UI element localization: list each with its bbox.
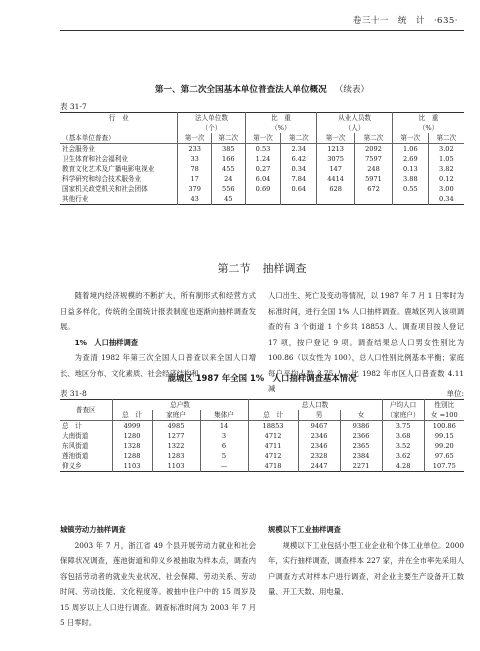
table2-header-male: 男 <box>298 410 340 421</box>
paragraph: 为查清 1982 年第三次全国人口普查以来全国人口增长、地区分布、文化素质、社会经济结构和 <box>60 353 256 378</box>
table2-cell: 9386 <box>340 421 382 432</box>
table2-cell: 6 <box>200 441 248 451</box>
table2-header-collective: 集体户 <box>200 410 248 421</box>
table1-cell: 3.00 <box>439 185 454 193</box>
table1-cell: 1.24 <box>245 154 281 164</box>
table1-header-first: 第一次 <box>178 133 212 144</box>
table-row <box>60 184 464 194</box>
table1-label: 表 31-7 <box>60 102 87 111</box>
table2-cell: 1322 <box>152 441 200 451</box>
table2-cell: 100.86 <box>432 422 456 430</box>
table1-cell <box>355 194 393 205</box>
table1-cell: 147 <box>317 164 355 174</box>
table1-cell: 0.55 <box>392 184 428 194</box>
table1-cell: 24 <box>211 174 245 184</box>
table1-cell: 556 <box>211 184 245 194</box>
subsection-heading: 规模以下工业抽样调查 <box>268 525 341 534</box>
section-title: 抽样调查 <box>262 262 307 275</box>
table1-cell <box>392 194 428 205</box>
subsection-heading: 城镇劳动力抽样调查 <box>60 525 126 534</box>
table2-cell: 2271 <box>340 461 382 472</box>
table2-cell: 1288 <box>112 451 152 461</box>
table2 <box>60 399 464 472</box>
bottom-left-column <box>60 522 256 631</box>
table1-cell: 33 <box>178 154 212 164</box>
table2-unit: 单位: <box>446 389 464 398</box>
table2-cell: 4711 <box>248 441 298 451</box>
table2-cell: 3.75 <box>382 421 424 432</box>
table2-cell: 2346 <box>298 431 340 441</box>
table2-header-households: 总户数 <box>112 400 248 411</box>
table2-header-total: 总 计 <box>112 410 152 421</box>
table1-cell: 45 <box>211 194 245 205</box>
table2-cell: 3.52 <box>382 441 424 451</box>
table2-cell: 99.20 <box>434 442 454 450</box>
table1-header-employees: 从业人员数 <box>317 113 393 124</box>
table1-cell: 2092 <box>355 144 393 155</box>
table2-cell: 1103 <box>152 461 200 472</box>
table1-cell <box>245 194 281 205</box>
table1-row-label: 社会服务业 <box>60 144 178 155</box>
table1-header-share2-unit: （%） <box>418 124 439 132</box>
table2-row-label: 仰义乡 <box>60 461 112 472</box>
table2-row-label: 大南街道 <box>60 431 112 441</box>
table2-header-area: 普查区 <box>60 400 112 421</box>
table2-header-ratio: 性别比 <box>434 401 455 409</box>
table2-cell: 4985 <box>152 421 200 432</box>
table1-cell: 6.04 <box>245 174 281 184</box>
table1-row-label: 教育文化艺术及广播电影电视业 <box>60 164 178 174</box>
table2-cell: 97.65 <box>434 452 454 460</box>
left-column <box>60 288 256 381</box>
table1-cell: 628 <box>317 184 355 194</box>
section-heading <box>60 260 464 276</box>
table2-title: 鹿城区 1987 年全国 1% 人口抽样调查基本情况 <box>167 373 357 383</box>
table1-cell <box>281 194 317 205</box>
table1-header-second: 第二次 <box>211 133 245 144</box>
table1-header-first: 第一次 <box>245 133 281 144</box>
table1-cell: 166 <box>211 154 245 164</box>
table-row <box>60 154 464 164</box>
table2-header-avg: 户均人口 <box>382 400 424 411</box>
table2-cell: 4712 <box>248 431 298 441</box>
table1-cell: 3075 <box>317 154 355 164</box>
table2-cell: 1277 <box>152 431 200 441</box>
table1-cell: 0.34 <box>439 195 454 203</box>
table2-cell: 4718 <box>248 461 298 472</box>
table2-row-label: 东风街道 <box>60 441 112 451</box>
bottom-right-column <box>268 522 464 600</box>
table1-cell: 0.27 <box>245 164 281 174</box>
table1-cell: 2.69 <box>392 154 428 164</box>
paragraph: 2003 年 7 月，浙江省 49 个县开展劳动力就业和社会保障状况调查，莲池街道和仰义乡被抽取为样本点，调查内容包括劳动者的就业失业状况、社会保障、劳动关系、劳动时间、劳动技能、文化程度等。被抽中住户中的 15 周岁及 15 周岁以上人口进行调查。调查标准时间为 2003 年 7 月 5 日零时。 <box>60 540 256 627</box>
table1-header-second: 第二次 <box>436 134 457 142</box>
table-row <box>60 174 464 184</box>
table2-cell: 18853 <box>248 421 298 432</box>
table2-header-total2: 总 计 <box>248 410 298 421</box>
table1-cell: 0.13 <box>392 164 428 174</box>
table1-cell: 233 <box>178 144 212 155</box>
table1-header-second: 第二次 <box>281 133 317 144</box>
subsection-heading: 1% 人口抽样调查 <box>74 337 139 347</box>
table1-row-label: 其他行业 <box>60 194 178 205</box>
table2-cell: 1283 <box>152 451 200 461</box>
table1-cell: 0.64 <box>281 184 317 194</box>
table2-cell: 2384 <box>340 451 382 461</box>
table1-cell: 43 <box>178 194 212 205</box>
table1-cell <box>317 194 355 205</box>
table1-header-first: 第一次 <box>317 133 355 144</box>
table2-header-avg-unit: （家庭户） <box>382 410 424 421</box>
table-row <box>60 461 464 472</box>
table-row <box>60 421 464 432</box>
table2-cell: 2365 <box>340 441 382 451</box>
section-number: 第二节 <box>217 262 251 275</box>
table2-label: 表 31-8 <box>60 389 87 398</box>
table1-cell: 5971 <box>355 174 393 184</box>
table1-cell: 0.53 <box>245 144 281 155</box>
table2-cell: 3.62 <box>382 451 424 461</box>
table-row <box>60 194 464 205</box>
table2-cell: 3.68 <box>382 431 424 441</box>
paragraph: 随着境内经济规模的不断扩大，所有制形式和经营方式日益多样化，传统的全面统计报表制度也逐渐向抽样调查发展。 <box>60 291 256 331</box>
table1-header-industry-basic: （基本单位普查） <box>60 133 178 144</box>
table1-cell: 6.42 <box>281 154 317 164</box>
header-rule <box>60 30 464 31</box>
table2-cell: 4.28 <box>382 461 424 472</box>
table-row <box>60 451 464 461</box>
table1-header-second: 第二次 <box>355 133 393 144</box>
table-row <box>60 164 464 174</box>
table2-header-ratio-unit: 女 =100 <box>430 411 458 419</box>
running-header: 卷三十一 统 计 ·635· <box>352 16 458 26</box>
table2-cell: 2328 <box>298 451 340 461</box>
table1-header-industry: 行 业 <box>60 113 178 124</box>
table1-cell: 1.05 <box>439 155 454 163</box>
table2-cell: 1280 <box>112 431 152 441</box>
table1-cell: 379 <box>178 184 212 194</box>
table1-title <box>60 83 464 95</box>
table1-row-label: 卫生体育和社会福利业 <box>60 154 178 164</box>
table1-cell: 3.82 <box>439 165 454 173</box>
table2-header-population: 总人口数 <box>248 400 382 411</box>
paragraph: 人口出生、死亡及变动等情况，以 1987 年 7 月 1 日零时为标准时间，进行全国 1% 人口抽样调查。鹿城区列入该项调查的有 3 个街道 1 个乡共 18853 人。调查项目按人登记 17 项，按户登记 9 项。调查结果总人口男女性别比为 100.86（以女性为 100），总人口性别比例基本平衡；家庭每户平均人数 3.75 人，比 1982 年市区人口普查数 4.11 减 <box>268 291 464 393</box>
table1-header-share2: 比 重 <box>418 114 439 122</box>
table1 <box>60 112 464 205</box>
table2-cell: 1103 <box>112 461 152 472</box>
table2-header-family: 家庭户 <box>152 410 200 421</box>
table1-cell: 248 <box>355 164 393 174</box>
table1-row-label: 国家机关政党机关和社会团体 <box>60 184 178 194</box>
table2-cell: 14 <box>200 421 248 432</box>
table2-cell: — <box>200 461 248 472</box>
table1-title-text: 第一、第二次全国基本单位普查法人单位概况 <box>154 85 327 95</box>
table2-cell: 107.75 <box>432 462 456 470</box>
table1-cell: 1.06 <box>392 144 428 155</box>
table2-row-label: 总 计 <box>60 421 112 432</box>
table2-cell: 2447 <box>298 461 340 472</box>
table2-cell: 4999 <box>112 421 152 432</box>
table2-cell: 5 <box>200 451 248 461</box>
table2-cell: 1328 <box>112 441 152 451</box>
table2-cell: 2346 <box>298 441 340 451</box>
table2-cell: 9467 <box>298 421 340 432</box>
table1-header-share-unit: （%） <box>245 123 317 133</box>
table1-cell: 7597 <box>355 154 393 164</box>
table1-cell: 3.02 <box>439 145 454 153</box>
table2-cell: 99.15 <box>434 432 454 440</box>
table1-cell: 455 <box>211 164 245 174</box>
table1-cell: 385 <box>211 144 245 155</box>
table1-cell: 7.84 <box>281 174 317 184</box>
table1-cell: 0.12 <box>439 175 454 183</box>
table-row <box>60 441 464 451</box>
table1-cell: 0.69 <box>245 184 281 194</box>
table1-header-legal-units-unit: （个） <box>178 123 245 133</box>
table2-cell: 4712 <box>248 451 298 461</box>
table1-header-first: 第一次 <box>392 133 428 144</box>
paragraph: 规模以下工业包括小型工业企业和个体工业单位。2000 年，实行抽样调查，调查样本 227 家，并在全市率先采用人户调查方式对样本户进行调查，对企业主要生产设备开工数量、开工天数、用电量、 <box>268 540 464 596</box>
table1-header-legal-units: 法人单位数 <box>178 113 245 124</box>
table1-header-employees-unit: （人） <box>317 123 393 133</box>
table1-header-share: 比 重 <box>245 113 317 124</box>
table1-cell: 17 <box>178 174 212 184</box>
table1-cell: 0.34 <box>281 164 317 174</box>
table1-cell: 78 <box>178 164 212 174</box>
table1-cell: 3.88 <box>392 174 428 184</box>
table-row <box>60 144 464 155</box>
table2-row-label: 莲池街道 <box>60 451 112 461</box>
table1-cell: 2.34 <box>281 144 317 155</box>
table1-cell: 4414 <box>317 174 355 184</box>
table2-cell: 2366 <box>340 431 382 441</box>
table2-cell: 3 <box>200 431 248 441</box>
table1-continued: （续表） <box>334 85 370 95</box>
table1-cell: 672 <box>355 184 393 194</box>
table1-row-label: 科学研究和综合技术服务业 <box>60 174 178 184</box>
table2-header-female: 女 <box>340 410 382 421</box>
table1-cell: 1213 <box>317 144 355 155</box>
table-row <box>60 431 464 441</box>
